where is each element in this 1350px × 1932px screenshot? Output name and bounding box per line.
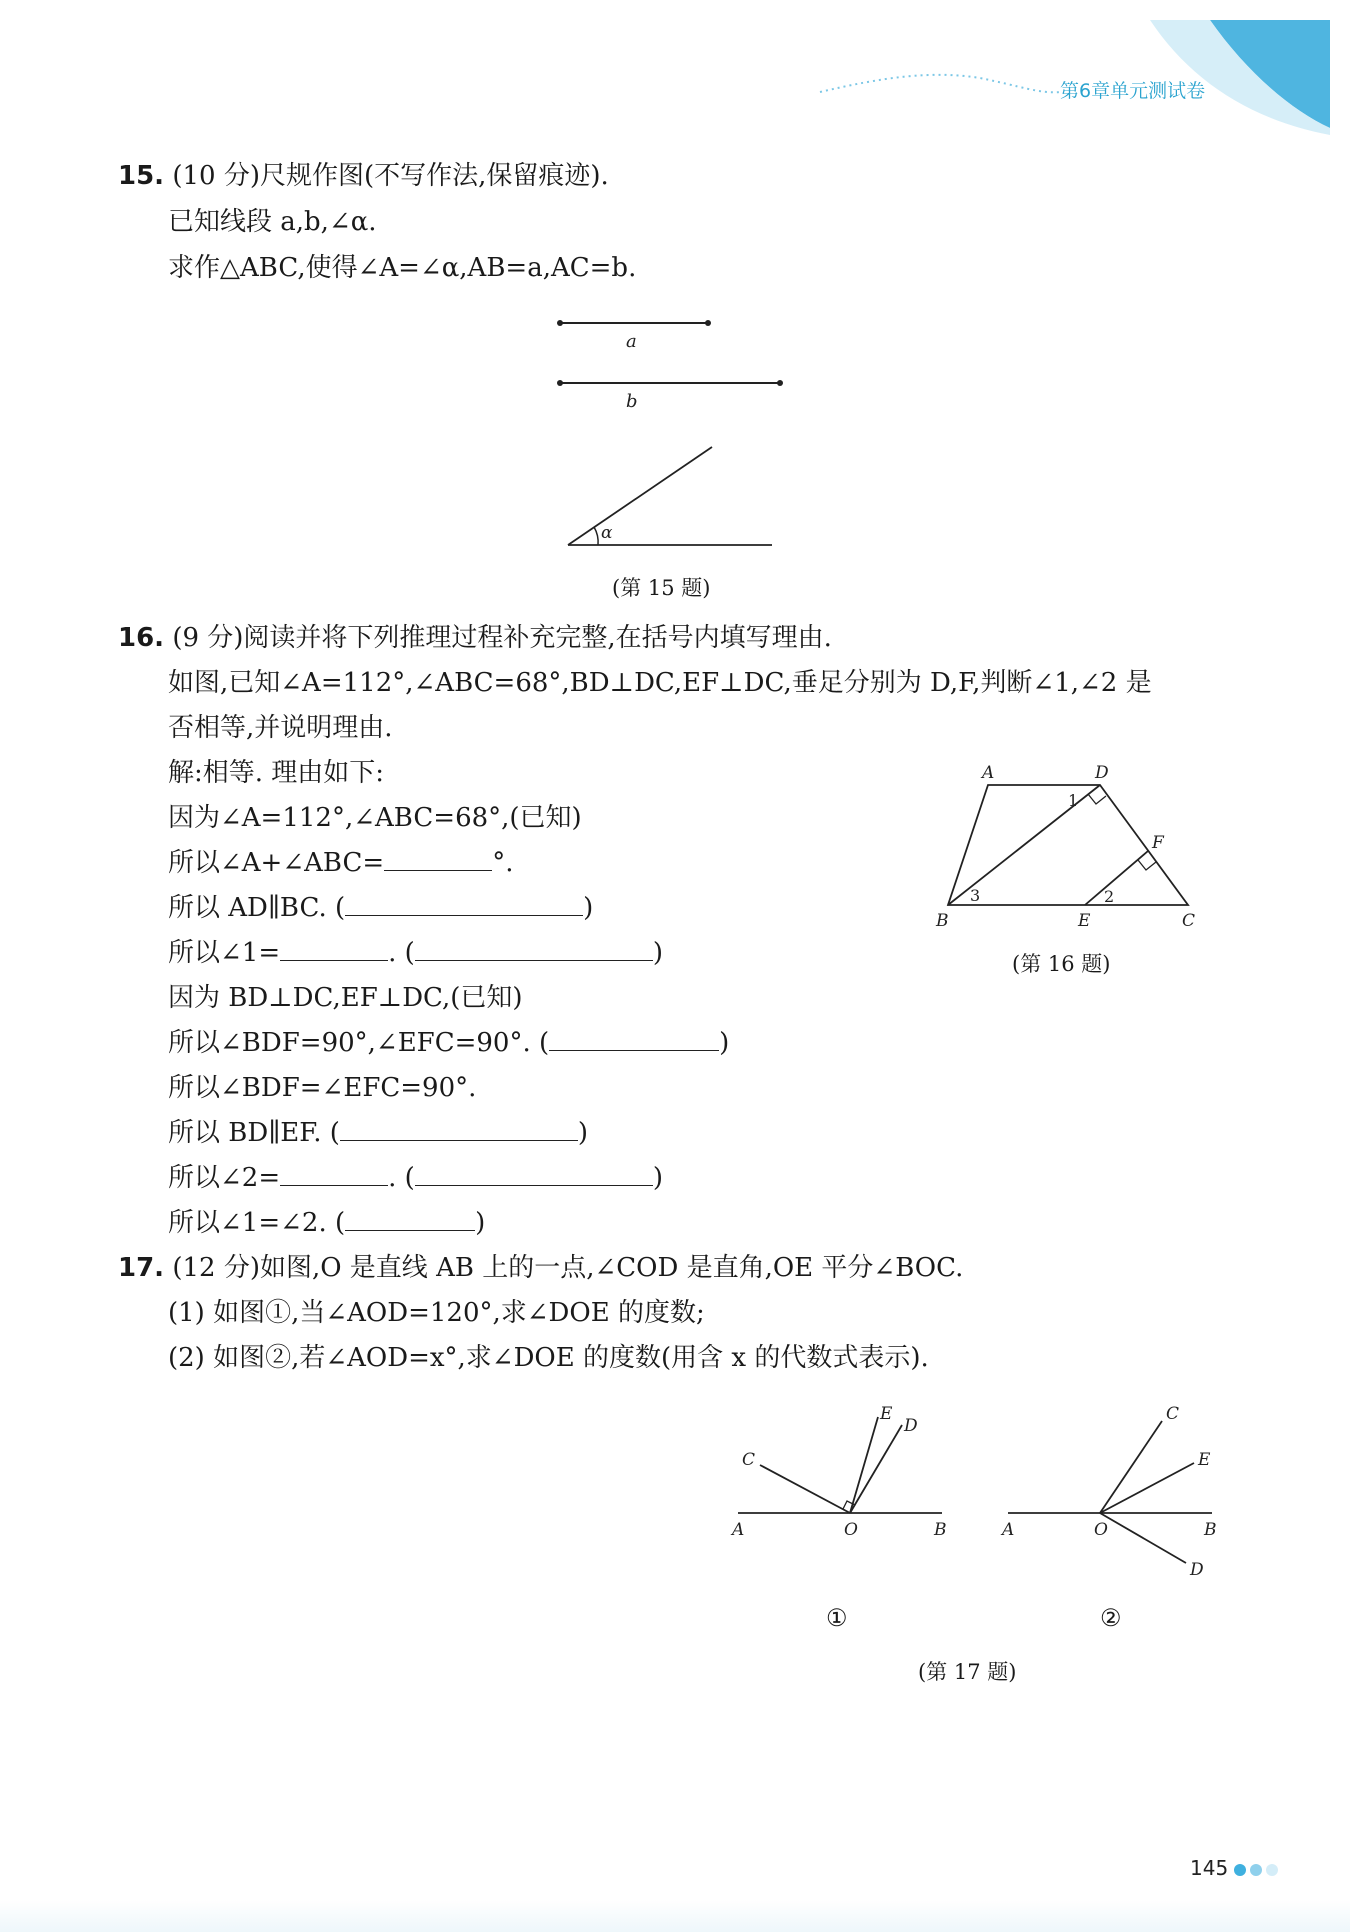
q17-line2: (1) 如图①,当∠AOD=120°,求∠DOE 的度数;	[168, 1298, 705, 1328]
label-A: A	[732, 1520, 745, 1540]
blank-reason-6[interactable]	[345, 1208, 475, 1231]
bottom-edge-tint	[0, 1900, 1350, 1932]
chapter-title: 第6章单元测试卷	[1060, 80, 1206, 102]
q16-step4: 所以 AD∥BC. ( )	[168, 893, 594, 923]
q15-figure	[540, 305, 800, 555]
label-E: E	[1078, 911, 1091, 931]
angle-alpha-label: α	[601, 523, 613, 543]
q16-caption: (第 16 题)	[1012, 952, 1111, 976]
blank-reason-5[interactable]	[415, 1163, 653, 1186]
angle-ray-upper	[568, 447, 712, 545]
label-C: C	[1182, 911, 1196, 931]
label-C: C	[742, 1450, 756, 1470]
q17-fig2-mark: ②	[1100, 1604, 1122, 1632]
q16-step2: 因为∠A=112°,∠ABC=68°,(已知)	[168, 803, 582, 833]
label-D: D	[904, 1416, 918, 1436]
label-D: D	[1190, 1560, 1204, 1575]
q16-step8: 所以∠BDF=∠EFC=90°.	[168, 1073, 477, 1103]
label-O: O	[1094, 1520, 1108, 1540]
q16-figure	[930, 760, 1220, 940]
q17-line3: (2) 如图②,若∠AOD=x°,求∠DOE 的度数(用含 x 的代数式表示).	[168, 1343, 929, 1373]
ray-od	[1100, 1513, 1186, 1563]
q16-step3: 所以∠A+∠ABC= °.	[168, 848, 514, 878]
ray-oc	[760, 1465, 850, 1513]
q17-fig1-mark: ①	[826, 1604, 848, 1632]
q16-line2: 如图,已知∠A=112°,∠ABC=68°,BD⊥DC,EF⊥DC,垂足分别为 D,F,判断∠1,∠2 是	[168, 668, 1152, 698]
blank-reason-2[interactable]	[415, 938, 653, 961]
q16-step5: 所以∠1= . ( )	[168, 938, 663, 968]
blank-reason-1[interactable]	[345, 893, 583, 916]
label-O: O	[844, 1520, 858, 1540]
ray-oe	[850, 1417, 878, 1513]
header-dotted-wave	[820, 75, 1060, 92]
label-A: A	[982, 763, 995, 783]
label-B: B	[934, 1520, 947, 1540]
label-angle-1: 1	[1068, 791, 1079, 810]
q15-line1: 15. (10 分)尺规作图(不写作法,保留痕迹).	[118, 161, 609, 191]
label-C: C	[1166, 1404, 1180, 1424]
segment-b-label: b	[626, 391, 638, 412]
q17-figure-2	[990, 1395, 1230, 1575]
q16-line3: 否相等,并说明理由.	[168, 713, 393, 743]
label-angle-2: 2	[1104, 887, 1115, 906]
q15-line2: 已知线段 a,b,∠α.	[168, 207, 377, 237]
q17-caption: (第 17 题)	[918, 1660, 1017, 1684]
q15-number: 15.	[118, 161, 165, 191]
label-B: B	[1204, 1520, 1217, 1540]
segment-ef	[1085, 851, 1148, 905]
page-number: 145	[1190, 1856, 1229, 1880]
q16-step11: 所以∠1=∠2. ( )	[168, 1208, 486, 1238]
blank-angle-1[interactable]	[280, 938, 388, 961]
page-dots-decoration	[1232, 1860, 1292, 1880]
ray-oc	[1100, 1421, 1162, 1513]
blank-angle-2[interactable]	[280, 1163, 388, 1186]
q16-step10: 所以∠2= . ( )	[168, 1163, 663, 1193]
blank-reason-3[interactable]	[549, 1028, 719, 1051]
q17-number: 17.	[118, 1253, 165, 1283]
right-angle-mark-f	[1138, 860, 1156, 870]
q17-figure-1	[720, 1395, 960, 1545]
blank-angle-sum[interactable]	[384, 848, 492, 871]
ray-od	[850, 1425, 902, 1513]
label-D: D	[1095, 763, 1109, 783]
label-A: A	[1002, 1520, 1015, 1540]
ray-oe	[1100, 1463, 1194, 1513]
angle-arc	[594, 527, 598, 545]
q16-number: 16.	[118, 623, 165, 653]
label-E: E	[880, 1404, 893, 1424]
label-B: B	[936, 911, 949, 931]
q16-step7: 所以∠BDF=90°,∠EFC=90°. ( )	[168, 1028, 730, 1058]
right-angle-mark-d	[1088, 794, 1106, 804]
q15-caption: (第 15 题)	[612, 576, 711, 600]
header-wave-decoration	[0, 0, 1350, 140]
q16-step1: 解:相等. 理由如下:	[168, 758, 385, 788]
segment-a-label: a	[626, 331, 637, 352]
q16-line1: 16. (9 分)阅读并将下列推理过程补充完整,在括号内填写理由.	[118, 623, 832, 653]
q17-line1: 17. (12 分)如图,O 是直线 AB 上的一点,∠COD 是直角,OE 平分∠BOC.	[118, 1253, 964, 1283]
q15-line3: 求作△ABC,使得∠A=∠α,AB=a,AC=b.	[168, 253, 637, 283]
q16-step6: 因为 BD⊥DC,EF⊥DC,(已知)	[168, 983, 523, 1013]
blank-reason-4[interactable]	[340, 1118, 578, 1141]
label-E: E	[1198, 1450, 1211, 1470]
label-angle-3: 3	[970, 886, 981, 905]
q16-step9: 所以 BD∥EF. ( )	[168, 1118, 589, 1148]
label-F: F	[1152, 833, 1164, 853]
